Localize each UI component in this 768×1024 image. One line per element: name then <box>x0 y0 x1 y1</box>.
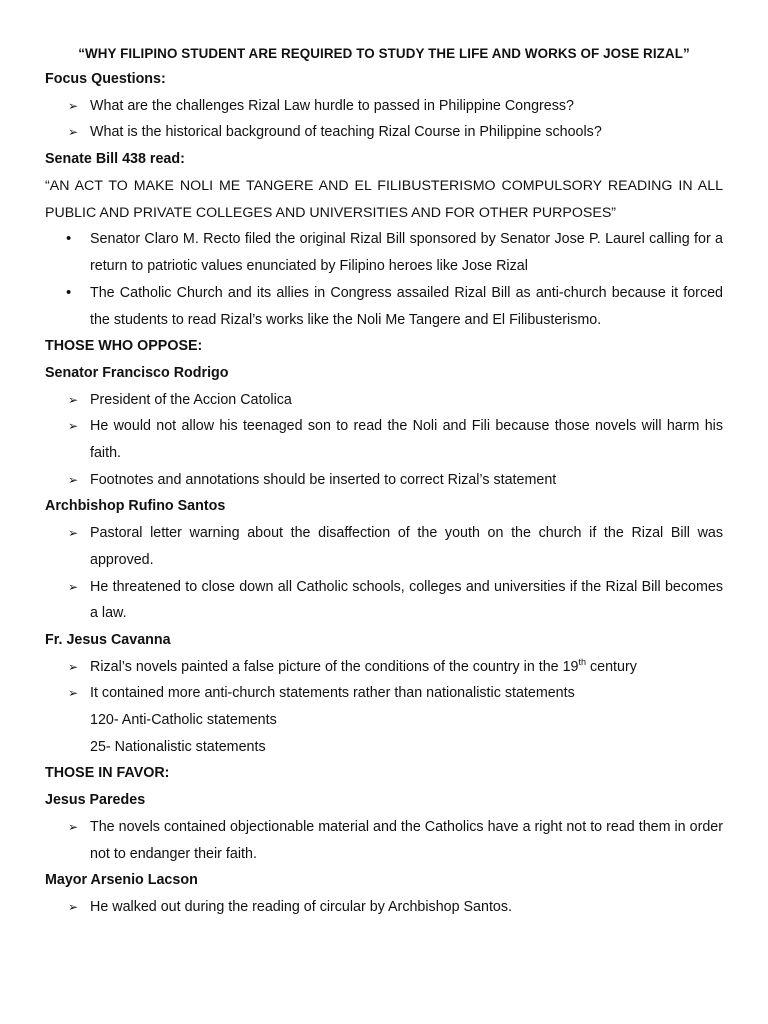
arrow-bullet-icon: ➢ <box>68 472 79 487</box>
list-item <box>45 467 723 494</box>
list-item-text: It contained more anti-church statements rather than nationalistic statements <box>90 685 575 702</box>
list-item <box>45 814 723 867</box>
senate-bill-points <box>45 226 723 333</box>
focus-questions-heading: Focus Questions: <box>45 71 166 87</box>
arrow-bullet-icon: ➢ <box>68 659 79 674</box>
cavanna-points <box>45 654 723 707</box>
list-item <box>45 894 723 921</box>
list-item-text: What is the historical background of teaching Rizal Course in Philippine schools? <box>90 124 602 141</box>
arrow-bullet-icon: ➢ <box>68 125 79 140</box>
list-item-text: Footnotes and annotations should be inserted to correct Rizal’s statement <box>90 471 557 488</box>
arrow-bullet-icon: ➢ <box>68 392 79 407</box>
paredes-heading: Jesus Paredes <box>45 792 146 809</box>
nationalistic-stat: 25- Nationalistic statements <box>90 738 266 755</box>
rodrigo-points <box>45 387 723 494</box>
dot-bullet-icon: • <box>66 283 72 301</box>
superscript-th: th <box>578 656 587 667</box>
oppose-heading: THOSE WHO OPPOSE: <box>45 338 203 355</box>
cavanna-heading: Fr. Jesus Cavanna <box>45 631 171 648</box>
arrow-bullet-icon: ➢ <box>68 579 79 594</box>
arrow-bullet-icon: ➢ <box>68 819 79 834</box>
favor-heading: THOSE IN FAVOR: <box>45 765 170 782</box>
list-item-text: What are the challenges Rizal Law hurdle to passed in Philippine Congress? <box>90 97 574 114</box>
list-item <box>45 93 723 120</box>
list-item <box>45 520 723 573</box>
santos-points <box>45 520 723 627</box>
focus-questions-list <box>45 93 723 146</box>
document-title: “WHY FILIPINO STUDENT ARE REQUIRED TO STUDY THE LIFE AND WORKS OF JOSE RIZAL” <box>78 46 690 61</box>
dot-bullet-icon: • <box>66 230 72 248</box>
paredes-points <box>45 814 723 867</box>
senate-bill-heading: Senate Bill 438 read: <box>45 151 185 168</box>
rodrigo-heading: Senator Francisco Rodrigo <box>45 364 229 381</box>
list-item-text: President of the Accion Catolica <box>90 391 292 408</box>
list-item <box>45 387 723 414</box>
arrow-bullet-icon: ➢ <box>68 419 79 434</box>
list-item-text: He threatened to close down all Catholic schools, colleges and universities if the Rizal Bill becomes a law. <box>90 578 723 622</box>
senate-bill-quote: “AN ACT TO MAKE NOLI ME TANGERE AND EL FILIBUSTERISMO COMPULSORY READING IN ALL PUBLIC AND PRIVATE COLLEGES AND UNIVERSITIES AND FOR OTHER PURPOSES” <box>45 177 723 221</box>
list-item-text: The novels contained objectionable material and the Catholics have a right not to read them in order not to endanger their faith. <box>90 818 723 862</box>
list-item <box>45 119 723 146</box>
list-item-text-tail: century <box>586 658 637 675</box>
lacson-points <box>45 894 723 921</box>
list-item-text: Rizal’s novels painted a false picture of the conditions of the country in the 19 <box>90 658 579 675</box>
list-item-text: Pastoral letter warning about the disaffection of the youth on the church if the Rizal Bill was approved. <box>90 525 723 568</box>
list-item <box>45 226 723 279</box>
list-item-text: He walked out during the reading of circular by Archbishop Santos. <box>90 898 513 915</box>
arrow-bullet-icon: ➢ <box>68 686 79 701</box>
arrow-bullet-icon: ➢ <box>68 899 79 914</box>
list-item <box>45 413 723 466</box>
list-item-text: Senator Claro M. Recto filed the original Rizal Bill sponsored by Senator Jose P. Laurel calling for a return to patriotic values enunciated by Filipino heroes like Jose Rizal <box>90 231 723 275</box>
arrow-bullet-icon: ➢ <box>68 526 79 541</box>
list-item-text: The Catholic Church and its allies in Congress assailed Rizal Bill as anti-church because it forced the students to read Rizal’s works like the Noli Me Tangere and El Filibusterismo. <box>90 284 723 328</box>
arrow-bullet-icon: ➢ <box>68 98 79 113</box>
anti-catholic-stat: 120- Anti-Catholic statements <box>90 712 277 729</box>
list-item <box>45 574 723 627</box>
lacson-heading: Mayor Arsenio Lacson <box>45 872 198 889</box>
document-page <box>45 42 723 921</box>
list-item-text: He would not allow his teenaged son to read the Noli and Fili because those novels will harm his faith. <box>90 418 723 462</box>
list-item <box>45 680 723 707</box>
list-item <box>45 654 723 681</box>
santos-heading: Archbishop Rufino Santos <box>45 498 226 515</box>
list-item <box>45 280 723 333</box>
